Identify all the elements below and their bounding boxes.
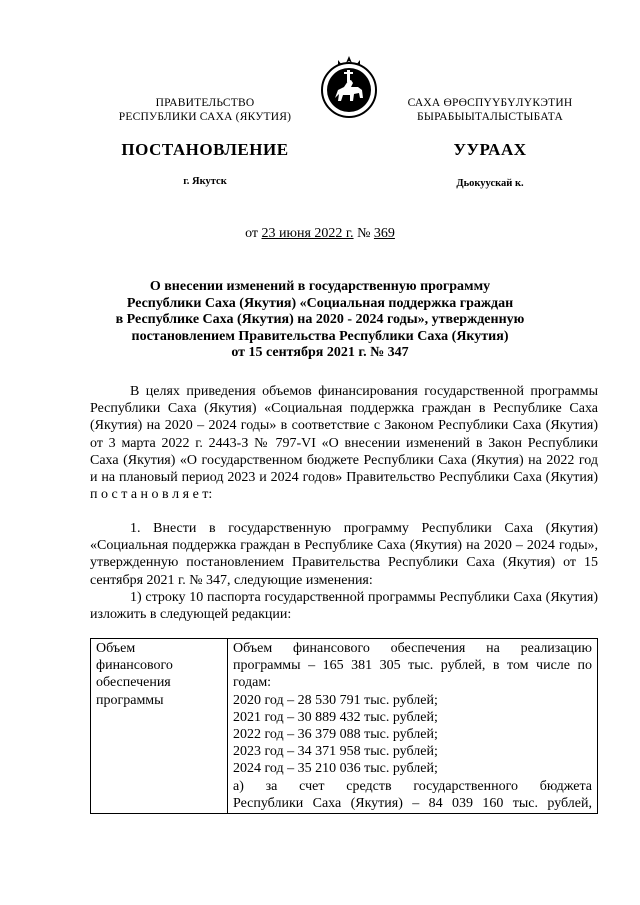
- value-line: годам:: [233, 675, 272, 691]
- label-line: обеспечения: [96, 675, 171, 691]
- document-number: 369: [373, 226, 395, 241]
- subject-line3: в Республике Саха (Якутия) на 2020 - 2024 годы», утвержденную: [115, 312, 525, 327]
- subject-line1: О внесении изменений в государственную программу: [149, 279, 491, 294]
- date-line: [0, 226, 640, 242]
- number-sign: №: [353, 226, 374, 241]
- city-ru: г. Якутск: [183, 176, 227, 187]
- paragraph-subitem-1: 1) строку 10 паспорта государственной программы Республики Саха (Якутия) изложить в следующей редакции:: [90, 590, 598, 623]
- value-line: а) за счет средств государственного бюджета: [233, 778, 592, 794]
- document-subject: [90, 279, 550, 362]
- government-line1: ПРАВИТЕЛЬСТВО: [155, 97, 255, 109]
- label-line: программы: [96, 692, 164, 708]
- year-line: 2020 год – 28 530 791 тыс. рублей;: [233, 692, 438, 708]
- city-sakha: Дьокуускай к.: [456, 178, 524, 189]
- passport-table: [90, 638, 598, 814]
- year-line: 2023 год – 34 371 958 тыс. рублей;: [233, 744, 438, 760]
- value-line: программы – 165 381 305 тыс. рублей, в том числе по: [233, 658, 592, 674]
- table-value-cell: [228, 639, 598, 814]
- subject-line2: Республики Саха (Якутия) «Социальная поддержка граждан: [126, 295, 514, 311]
- government-sakha-line2: БЫРАБЫЫТАЛЫСТЫБАТА: [417, 111, 563, 123]
- year-line: 2024 год – 35 210 036 тыс. рублей;: [233, 761, 438, 777]
- government-name-sakha: [384, 96, 596, 124]
- document-type-sakha: УУРААХ: [453, 140, 527, 159]
- label-line: финансового: [96, 658, 173, 674]
- paragraph-preamble: В целях приведения объемов финансирования государственной программы Республики Саха (Якутия) «Социальная поддержка граждан в Республике Саха (Якутия) на 2020 – 2024 годы» в соответствие с Законом Республики Саха (Якутия) от 3 марта 2022 г. 2443-З № 797-VI «О внесении изменений в Закон Республики Саха (Якутия) «О государственном бюджете Республики Саха (Якутия) на 2022 год и на плановый период 2023 и 2024 годов» Правительство Республики Саха (Якутия) п о с т а н о в л я е т:: [90, 384, 598, 503]
- government-name-ru: [100, 96, 310, 124]
- year-line: 2022 год – 36 379 088 тыс. рублей;: [233, 727, 438, 743]
- table-label-cell: [91, 639, 228, 814]
- document-type-ru: ПОСТАНОВЛЕНИЕ: [121, 140, 289, 159]
- document-date: 23 июня 2022 г.: [261, 226, 354, 241]
- year-line: 2021 год – 30 889 432 тыс. рублей;: [233, 709, 438, 725]
- value-line: Объем финансового обеспечения на реализацию: [233, 641, 592, 656]
- government-sakha-line1: САХА ӨРӨСПҮҮБҮЛҮКЭТИН: [407, 97, 573, 109]
- label-line: Объем: [96, 641, 136, 656]
- value-line: Республики Саха (Якутия) – 84 039 160 тыс. рублей,: [233, 795, 592, 811]
- coat-of-arms-icon: [318, 54, 380, 124]
- government-line2: РЕСПУБЛИКИ САХА (ЯКУТИЯ): [118, 111, 292, 123]
- subject-line5: от 15 сентября 2021 г. № 347: [231, 345, 409, 360]
- subject-line4: постановлением Правительства Республики Саха (Якутия): [131, 328, 509, 344]
- table-row: [91, 639, 598, 814]
- date-prefix: от: [245, 226, 262, 241]
- paragraph-item-1: 1. Внести в государственную программу Республики Саха (Якутия) «Социальная поддержка граждан в Республике Саха (Якутия) на 2020 – 2024 годы», утвержденную постановлением Правительства Республики Саха (Якутия) от 15 сентября 2021 г. № 347, следующие изменения:: [90, 521, 598, 588]
